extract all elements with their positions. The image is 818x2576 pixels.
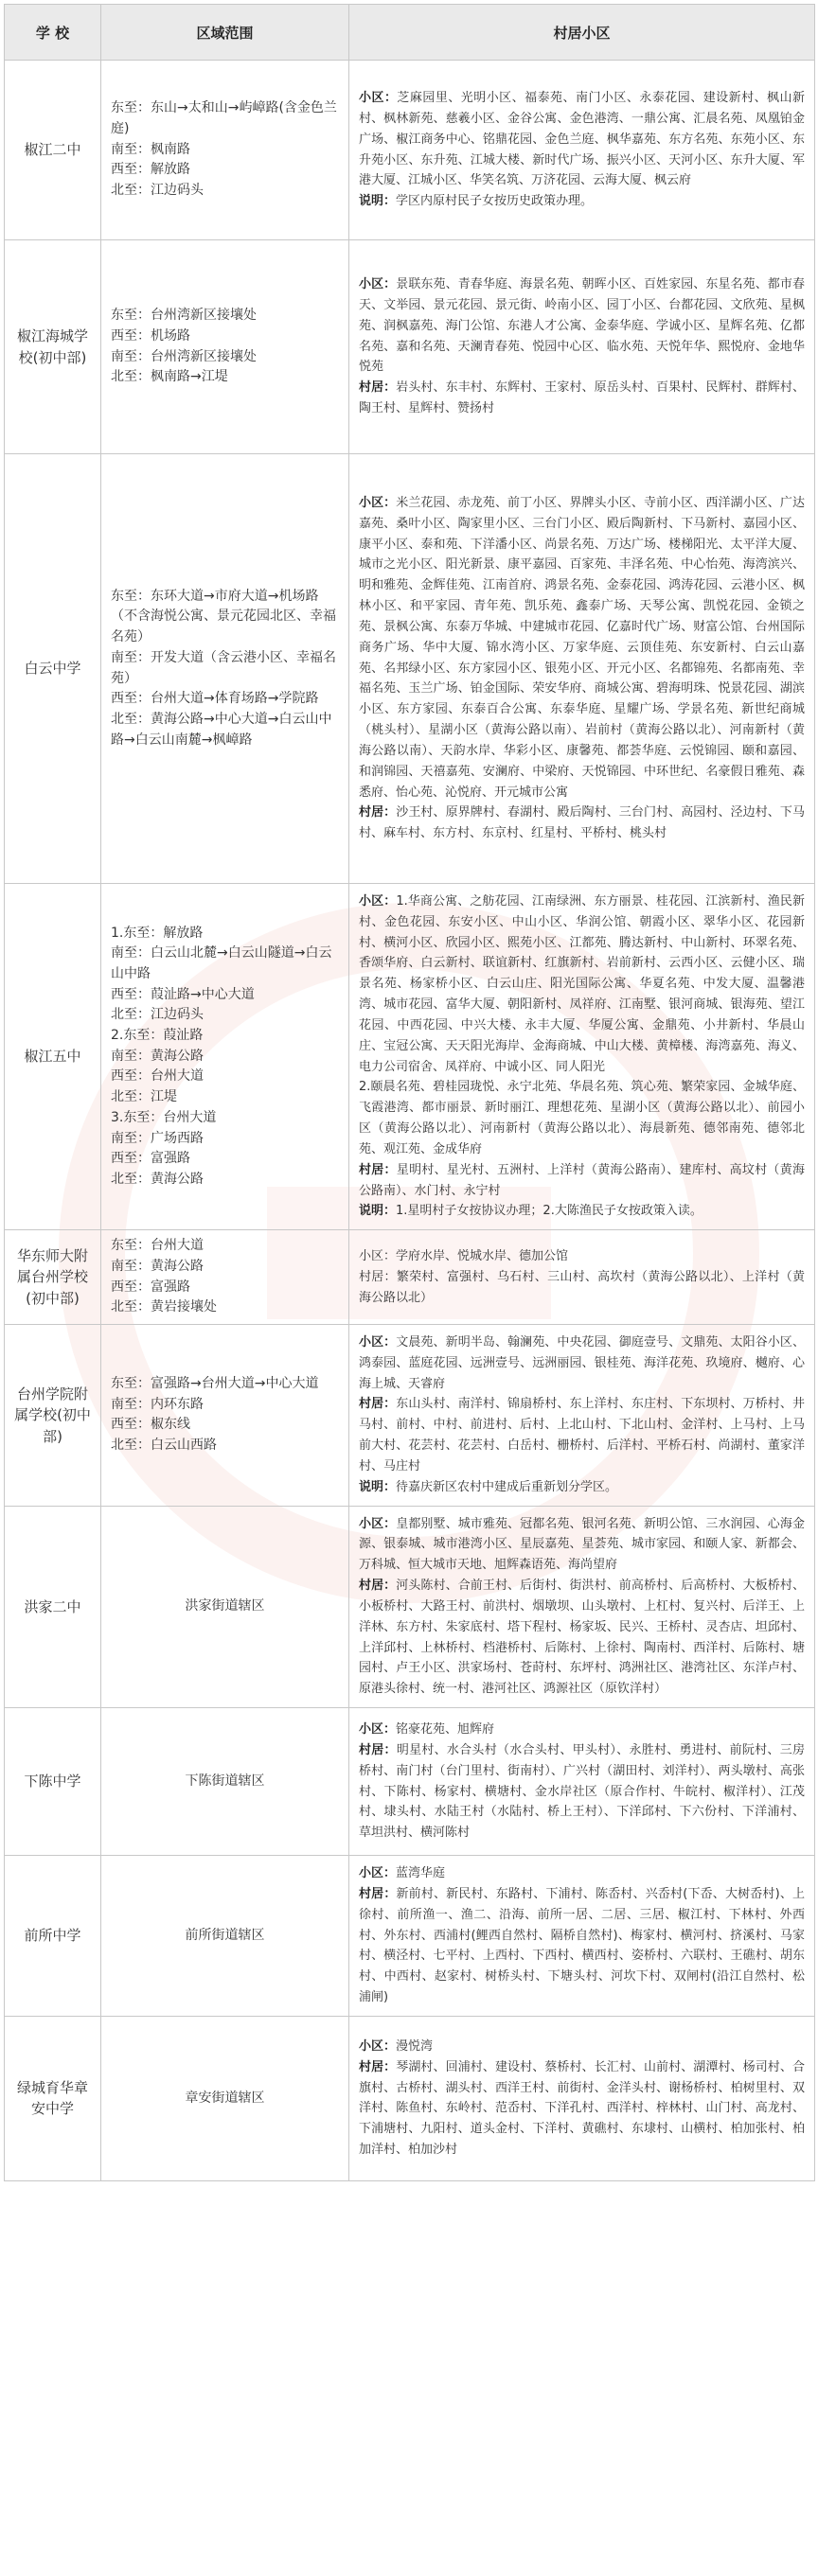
region-line: 西至：椒东线 <box>111 1417 190 1433</box>
village-text: 星明村、星光村、五洲村、上洋村（黄海公路南）、建库村、高坟村（黄海公路南）、水门村、永宁村 <box>359 1162 805 1198</box>
region-range <box>101 1325 349 1507</box>
village-label: 说明： <box>359 1204 397 1219</box>
village-paragraph <box>359 493 805 803</box>
village-list <box>349 1325 815 1507</box>
village-text: 米兰花园、赤龙苑、前丁小区、界牌头小区、寺前小区、西洋湖小区、广达嘉苑、桑叶小区、陶家里小区、三台门小区、殿后陶新村、下马新村、嘉园小区、康平小区、泰和苑、下洋潘小区、尚景名苑、万达广场、楼梯阳光、太平洋大厦、城市之光小区、阳光新景、康平嘉园、百家苑、丰泽名苑、中心怡苑、海湾滨兴、明和雅苑、金辉佳苑、江南首府、鸿景名苑、金泰花园、鸿涛花园、云港小区、枫林小区、和平家园、青年苑、凯乐苑、鑫泰广场、天琴公寓、凯悦花园、金锁之苑、景枫公寓、东泰万华城、中建城市花园、亿嘉时代广场、财富公馆、台州国际商务广场、华中大厦、锦水湾小区、万家华庭、云顶佳苑、东安新村、白云山嘉苑、名邦绿小区、东方家园小区、银苑小区、开元小区、名都锦苑、名都南苑、幸福名苑、玉兰广场、铂金国际、荣安华府、商城公寓、碧海明珠、悦景花园、湖滨小区、东方家园、东泰百合公寓、东泰华庭、星耀广场、学景名苑、新世纪商城（桃头村）、星湖小区（黄海公路以南）、岩前村（黄海公路以北）、河南新村（黄海公路以南）、天韵水岸、华彩小区、康馨苑、都荟华庭、云悦锦园、颐和嘉园、和润锦园、天禧嘉苑、安澜府、中梁府、天悦锦园、中环世纪、名豪假日雅苑、森悉府、怡心苑、沁悦府、开元城市公寓 <box>359 495 805 800</box>
region-line: 下陈街道辖区 <box>185 1773 265 1789</box>
village-paragraph <box>359 1576 805 1700</box>
village-label: 小区： <box>359 1866 397 1881</box>
table-row <box>5 1708 815 1856</box>
village-label: 小区： <box>359 1335 397 1350</box>
village-text: 小区：学府水岸、悦城水岸、德加公馆 <box>359 1248 569 1263</box>
village-text: 待嘉庆新区农村中建成后重新划分学区。 <box>396 1479 618 1494</box>
region-line: 北至：江堤 <box>111 1089 177 1105</box>
table-row <box>5 2016 815 2180</box>
region-line: 东至：富强路→台州大道→中心大道 <box>111 1375 319 1391</box>
village-paragraph <box>359 891 805 1077</box>
region-range <box>101 1856 349 2017</box>
region-range <box>101 1708 349 1856</box>
region-line: 南至：内环东路 <box>111 1396 204 1412</box>
village-text: 学区内原村民子女按历史政策办理。 <box>396 194 594 209</box>
village-text: 河头陈村、合前王村、后街村、街洪村、前高桥村、后高桥村、大板桥村、小板桥村、大路王村、前洪村、烟墩坝、山头墩村、上杠村、复兴村、后洋王、上洋林、东方村、朱家底村、塔下程村、杨家坂、民兴、王桥村、灵杏店、坦邱村、上洋邱村、上林桥村、档港桥村、后陈村、上徐村、陶南村、西洋村、后陈村、塘园村、卢王小区、洪家场村、苍莳村、东坪村、鸿洲社区、港湾社区、东洋卢村、原港头徐村、统一村、港河社区、鸿源社区（原钦洋村） <box>359 1579 805 1697</box>
school-name: 白云中学 <box>5 454 101 884</box>
village-label: 小区： <box>359 277 397 292</box>
village-label: 村居： <box>359 1162 397 1177</box>
village-paragraph <box>359 1201 805 1222</box>
table-row <box>5 884 815 1230</box>
village-list <box>349 884 815 1230</box>
region-line: 南至：黄海公路 <box>111 1048 204 1064</box>
village-list <box>349 1856 815 2017</box>
village-label: 小区： <box>359 2038 397 2054</box>
region-line: 南至：开发大道（含云港小区、幸福名苑） <box>111 649 336 686</box>
school-name: 椒江五中 <box>5 884 101 1230</box>
village-text: 文晨苑、新明半岛、翰澜苑、中央花园、御庭壹号、文鼎苑、太阳谷小区、鸿泰园、蓝庭花园、远洲壹号、远洲丽园、银桂苑、海洋花苑、玖境府、樾府、心海上城、天睿府 <box>359 1335 805 1391</box>
region-range <box>101 1506 349 1707</box>
village-label: 村居： <box>359 1579 397 1594</box>
region-line: 北至：江边码头 <box>111 1007 204 1023</box>
village-paragraph <box>359 191 805 212</box>
village-label: 小区： <box>359 894 397 909</box>
region-line: 南至：台州湾新区接壤处 <box>111 348 257 364</box>
village-text: 明星村、水合头村（水合头村、甲头村）、永胜村、勇进村、前阮村、三房桥村、南门村（台门里村、街南村）、广兴村（湖田村、刘洋村）、两头墩村、高张村、下陈村、杨家村、横塘村、金水岸社区（原合作村、牛皖村、椒洋村）、江茂村、埭头村、水陆王村（水陆村、桥上王村）、下洋邱村、下六份村、下洋浦村、草坦洪村、横河陈村 <box>359 1742 805 1841</box>
region-range <box>101 2016 349 2180</box>
region-line: 北至：白云山西路 <box>111 1438 217 1453</box>
region-line: 北至：枫南路→江堤 <box>111 369 228 385</box>
village-label: 村居： <box>359 1397 397 1412</box>
village-paragraph <box>359 1863 805 1884</box>
region-line: 南至：黄海公路 <box>111 1258 204 1274</box>
village-list <box>349 1506 815 1707</box>
village-text: 景联东苑、青春华庭、海景名苑、朝晖小区、百姓家园、东星名苑、都市春天、文举园、景元花园、景元街、岭南小区、园丁小区、台都花园、文欣苑、星枫苑、润枫嘉苑、海门公馆、东港人才公寓、金泰华庭、学诚小区、星辉名苑、亿都名苑、嘉和名苑、天澜青春苑、悦园中心区、临水苑、天悦年华、熙悦府、金地华悦苑 <box>359 277 805 375</box>
region-line: 西至：富强路 <box>111 1151 190 1167</box>
region-line: 北至：黄海公路 <box>111 1171 204 1187</box>
village-text: 岩头村、东丰村、东辉村、王家村、原岳头村、百果村、民辉村、群辉村、陶王村、星辉村、赞扬村 <box>359 380 805 416</box>
village-text: 沙王村、原界牌村、春湖村、殿后陶村、三台门村、高园村、泾边村、下马村、麻车村、东方村、东京村、红星村、平桥村、桃头村 <box>359 805 805 841</box>
village-label: 小区： <box>359 1722 397 1738</box>
region-line: 2.东至：葭沚路 <box>111 1028 204 1044</box>
village-text: 铭豪花苑、旭辉府 <box>396 1722 495 1738</box>
region-range <box>101 1230 349 1325</box>
village-paragraph <box>359 1884 805 2008</box>
school-district-table <box>4 4 815 2181</box>
village-text: 漫悦湾 <box>396 2038 434 2054</box>
village-paragraph <box>359 88 805 191</box>
school-name: 椒江二中 <box>5 61 101 240</box>
village-paragraph <box>359 1077 805 1159</box>
region-line: 北至：江边码头 <box>111 183 204 199</box>
village-paragraph <box>359 2037 805 2057</box>
region-range <box>101 240 349 454</box>
village-label: 村居： <box>359 2059 397 2074</box>
village-paragraph <box>359 1514 805 1576</box>
region-line: 洪家街道辖区 <box>185 1598 265 1614</box>
village-label: 村居： <box>359 1886 397 1901</box>
region-line: 南至：白云山北麓→白云山隧道→白云山中路 <box>111 945 332 982</box>
village-label: 小区： <box>359 495 397 510</box>
school-name: 前所中学 <box>5 1856 101 2017</box>
table-header-row <box>5 5 815 61</box>
school-name: 下陈中学 <box>5 1708 101 1856</box>
region-line: 南至：枫南路 <box>111 141 190 157</box>
village-text: 1.华商公寓、之舫花园、江南绿洲、东方丽景、桂花园、江滨新村、渔民新村、金色花园、东安小区、中山小区、华润公馆、朝霞小区、翠华小区、花园新村、横河小区、欣园小区、熙苑小区、江都苑、腾达新村、中山新村、环翠名苑、香颂华府、白云新村、联谊新村、红旗新村、岩前新村、云西小区、云健小区、瑞景名苑、杨家桥小区、白云山庄、阳光国际公寓、华夏名苑、中发大厦、温馨港湾、城市花园、富华大厦、朝阳新村、凤祥府、江南墅、银河商城、银海苑、望江花园、中西花园、中兴大楼、永丰大厦、华厦公寓、金鼎苑、小井新村、华晨山庄、宝冠公寓、天天阳光海岸、金海商城、中山大楼、黄樟楼、海湾嘉苑、海义、电力公司宿舍、凤祥府、中诚小区、同人阳光 <box>359 894 805 1074</box>
region-line: 1.东至：解放路 <box>111 925 204 941</box>
village-list <box>349 1230 815 1325</box>
region-line: 3.东至：台州大道 <box>111 1109 217 1125</box>
village-paragraph <box>359 1740 805 1844</box>
village-text: 琴湖村、回浦村、建设村、蔡桥村、长汇村、山前村、湖潭村、杨司村、合旗村、古桥村、湖头村、西洋王村、前街村、金洋头村、谢杨桥村、柏树里村、双洋村、陈鱼村、东岭村、范岙村、下洋孔村、西洋村、梓林村、山门村、高龙村、下浦塘村、九阳村、道头金村、下洋村、黄礁村、东埭村、山横村、柏加张村、柏加洋村、柏加沙村 <box>359 2059 805 2158</box>
village-paragraph <box>359 1246 805 1267</box>
village-label: 小区： <box>359 1516 397 1531</box>
table-row <box>5 61 815 240</box>
region-line: 南至：广场西路 <box>111 1130 204 1146</box>
village-text: 东山头村、南洋村、锦扇桥村、东上洋村、东庄村、下东坝村、万桥村、井马村、前村、中村、前进村、后村、上北山村、下北山村、金洋村、上马村、上马前大村、花芸村、花芸村、白岳村、栅桥村、后洋村、平桥石村、尚湖村、董家洋村、马庄村 <box>359 1397 805 1473</box>
table-row <box>5 454 815 884</box>
village-label: 说明： <box>359 1479 397 1494</box>
region-line: 西至：台州大道→体育场路→学院路 <box>111 691 319 707</box>
village-text: 芝麻园里、光明小区、福泰苑、南门小区、永泰花园、建设新村、枫山新村、枫林新苑、慈羲小区、金谷公寓、金色港湾、一鼎公寓、汇晨名苑、凤凰铂金广场、椒江商务中心、铭鼎花园、金色兰庭、枫华嘉苑、东方名苑、东苑小区、东升苑小区、东升苑、江城大楼、新时代广场、振兴小区、天河小区、东升大厦、军港大厦、江城小区、华笑名筑、万济花园、云海大厦、枫云府 <box>359 91 805 188</box>
region-line: 西至：富强路 <box>111 1279 190 1295</box>
header-villages: 村居小区 <box>349 5 815 61</box>
table-row <box>5 1856 815 2017</box>
header-region: 区域范围 <box>101 5 349 61</box>
school-name: 台州学院附属学校(初中部) <box>5 1325 101 1507</box>
village-list <box>349 240 815 454</box>
village-label: 村居： <box>359 380 397 396</box>
village-label: 小区： <box>359 91 398 106</box>
village-text: 2.颐晨名苑、碧桂园珑悦、永宁北苑、华晨名苑、筑心苑、繁荣家园、金城华庭、飞霞港湾、都市丽景、新时丽江、理想花苑、星湖小区（黄海公路以北）、前园小区（黄海公路以北）、河南新村（黄海公路以北）、海晨新苑、德邻南苑、德邻北苑、观江苑、金成华府 <box>359 1080 805 1156</box>
village-paragraph <box>359 378 805 419</box>
village-paragraph <box>359 1477 805 1498</box>
village-label: 说明： <box>359 194 397 209</box>
village-text: 1.星明村子女按协议办理；2.大陈渔民子女按政策入读。 <box>396 1204 702 1219</box>
village-text: 新前村、新民村、东路村、下浦村、陈岙村、兴岙村(下岙、大树岙村)、上徐村、前所渔一、渔二、沿海、前所一居、二居、三居、椒江村、下林村、外西村、外东村、西浦村(鲤西自然村、隔桥自然村)、梅家村、横河村、挤溪村、马家村、横泾村、七平村、上西村、下西村、横西村、姿桥村、六联村、王礁村、胡东村、中西村、赵家村、树桥头村、下塘头村、河坎下村、双闸村(沿江自然村、松浦闸) <box>359 1886 805 2005</box>
village-label: 村居： <box>359 1742 397 1757</box>
table-row <box>5 240 815 454</box>
region-line: 东至：台州湾新区接壤处 <box>111 308 257 324</box>
table-row <box>5 1325 815 1507</box>
region-line: 章安街道辖区 <box>185 2090 265 2106</box>
village-paragraph <box>359 274 805 378</box>
header-school: 学 校 <box>5 5 101 61</box>
village-text: 村居：繁荣村、富强村、乌石村、三山村、高坎村（黄海公路以北）、上洋村（黄海公路以北） <box>359 1269 805 1305</box>
village-text: 皇都别墅、城市雅苑、冠都名苑、银河名苑、新明公馆、三水润园、心海金源、银泰城、城市港湾小区、星辰嘉苑、星荟苑、城市家园、和颐人家、新都会、万科城、恒大城市天地、旭辉森语苑、海尚望府 <box>359 1516 805 1573</box>
region-line: 东至：东山→太和山→屿嶂路(含金色兰庭) <box>111 100 337 136</box>
region-range <box>101 454 349 884</box>
village-list <box>349 1708 815 1856</box>
village-text: 蓝湾华庭 <box>396 1866 446 1881</box>
table-body <box>5 61 815 2181</box>
table-row <box>5 1230 815 1325</box>
village-paragraph <box>359 1332 805 1394</box>
region-line: 西至：台州大道 <box>111 1068 204 1085</box>
region-line: 北至：黄海公路→中心大道→白云山中路→白云山南麓→枫嶂路 <box>111 711 332 748</box>
region-range <box>101 61 349 240</box>
village-list <box>349 61 815 240</box>
region-line: 西至：解放路 <box>111 162 190 178</box>
region-line: 西至：机场路 <box>111 327 190 344</box>
school-name: 绿城育华章安中学 <box>5 2016 101 2180</box>
school-name: 椒江海城学校(初中部) <box>5 240 101 454</box>
village-list <box>349 454 815 884</box>
village-label: 村居： <box>359 805 397 820</box>
village-paragraph <box>359 1720 805 1740</box>
school-name: 华东师大附属台州学校(初中部) <box>5 1230 101 1325</box>
region-line: 前所街道辖区 <box>185 1927 265 1943</box>
region-line: 北至：黄岩接壤处 <box>111 1299 217 1315</box>
region-line: 东至：台州大道 <box>111 1238 204 1254</box>
village-paragraph <box>359 1267 805 1309</box>
region-line: 东至：东环大道→市府大道→机场路（不含海悦公寓、景元花园北区、幸福名苑） <box>111 588 336 645</box>
village-paragraph <box>359 2057 805 2161</box>
region-line: 西至：葭沚路→中心大道 <box>111 986 255 1002</box>
village-list <box>349 2016 815 2180</box>
region-range <box>101 884 349 1230</box>
village-paragraph <box>359 1394 805 1476</box>
table-row <box>5 1506 815 1707</box>
village-paragraph <box>359 1160 805 1202</box>
village-paragraph <box>359 803 805 844</box>
school-name: 洪家二中 <box>5 1506 101 1707</box>
